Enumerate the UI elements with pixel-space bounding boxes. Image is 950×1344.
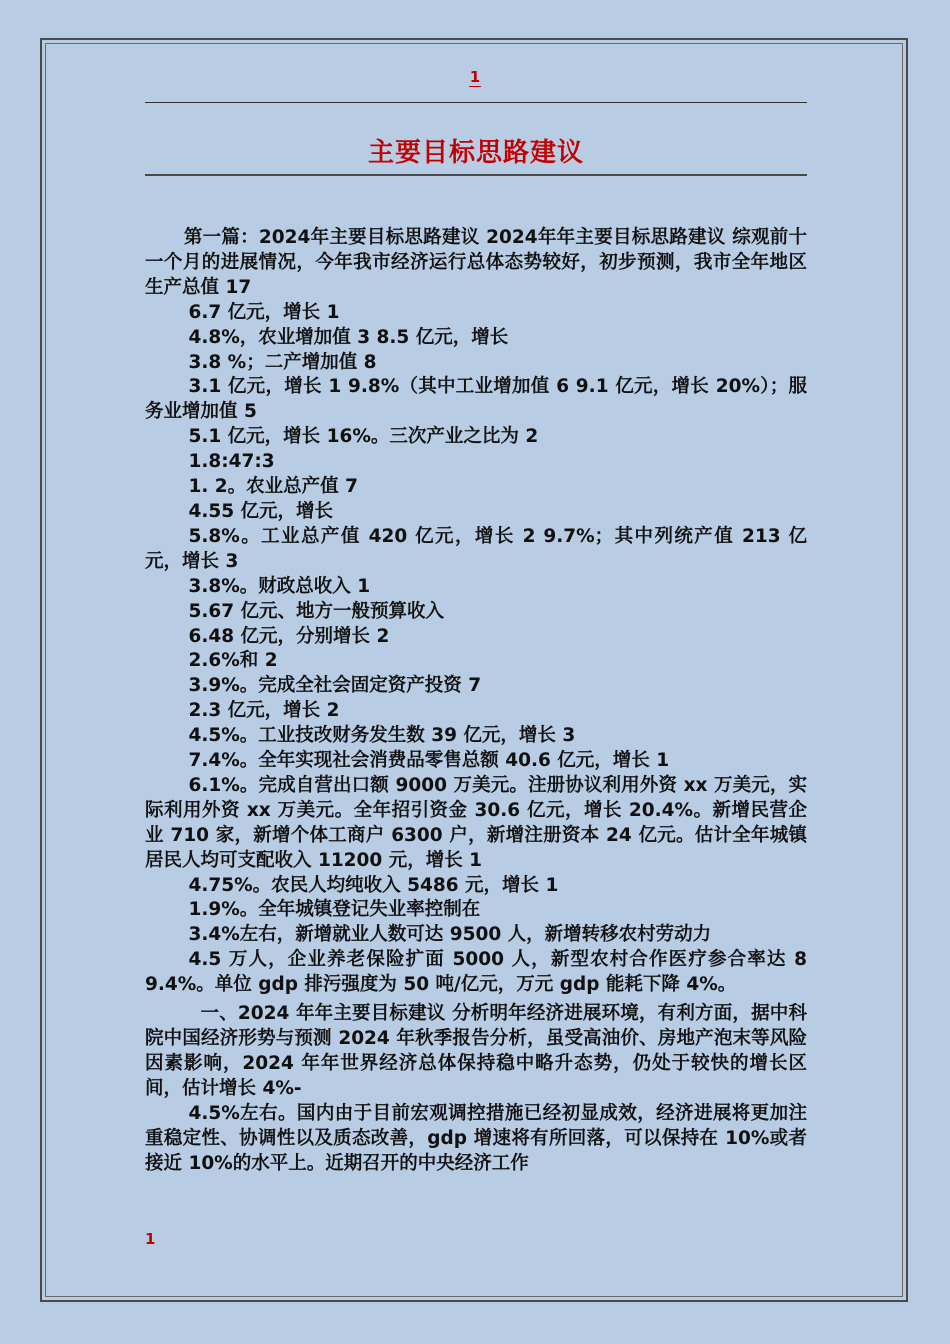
paragraph: 4.8%，农业增加值 3 8.5 亿元，增长	[188, 326, 509, 348]
paragraph: 3.9%。完成全社会固定资产投资 7	[188, 675, 482, 697]
paragraph: 3.1 亿元，增长 1 9.8%（其中工业增加值 6 9.1 亿元，增长 20%）；服务业增加值 5	[145, 376, 807, 423]
paragraph: 2.3 亿元，增长 2	[188, 700, 340, 722]
paragraph: 6.1%。完成自营出口额 9000 万美元。注册协议利用外资 xx 万美元，实际利用外资 xx 万美元。全年招引资金 30.6 亿元，增长 20.4%。新增民营企业 710 家，新增个体工商户 6300 户，新增注册资本 24 亿元。估计全年城镇居民人均可支配收入 11200 元，增长 1	[145, 774, 807, 871]
paragraph: 第一篇：2024年主要目标思路建议 2024年年主要目标思路建议 综观前十一个月的进展情况，今年我市经济运行总体态势较好，初步预测，我市全年地区生产总值 17	[145, 227, 807, 298]
paragraph: 6.48 亿元，分别增长 2	[188, 625, 390, 647]
header-divider	[145, 102, 807, 103]
paragraph: 4.5%。工业技改财务发生数 39 亿元，增长 3	[188, 725, 576, 747]
paragraph: 7.4%。全年实现社会消费品零售总额 40.6 亿元，增长 1	[188, 750, 670, 772]
paragraph: 1.9%。全年城镇登记失业率控制在	[188, 899, 481, 921]
header-page-number: 1	[469, 68, 481, 86]
paragraph: 1.8:47:3	[188, 451, 275, 473]
paragraph: 5.1 亿元，增长 16%。三次产业之比为 2	[188, 426, 539, 448]
paragraph: 5.8%。工业总产值 420 亿元，增长 2 9.7%；其中列统产值 213 亿元，增长 3	[145, 525, 807, 572]
paragraph: 4.5%左右。国内由于目前宏观调控措施已经初显成效，经济进展将更加注重稳定性、协调性以及质态改善，gdp 增速将有所回落，可以保持在 10%或者接近 10%的水平上。近期召开的中央经济工作	[145, 1102, 807, 1174]
paragraph: 4.75%。农民人均纯收入 5486 元，增长 1	[188, 874, 559, 896]
document-title: 主要目标思路建议	[367, 138, 584, 168]
paragraph: 4.5 万人，企业养老保险扩面 5000 人，新型农村合作医疗参合率达 8 9.4%。单位 gdp 排污强度为 50 吨/亿元，万元 gdp 能耗下降 4%。	[145, 949, 807, 996]
paragraph: 4.55 亿元，增长	[188, 500, 334, 522]
paragraph: 5.67 亿元、地方一般预算收入	[188, 600, 445, 622]
paragraph: 3.8%。财政总收入 1	[188, 575, 371, 597]
paragraph: 2.6%和 2	[188, 650, 278, 672]
paragraph: 6.7 亿元，增长 1	[188, 301, 340, 323]
title-divider	[145, 174, 807, 176]
paragraph: 1. 2。农业总产值 7	[188, 476, 358, 498]
document-body	[145, 226, 807, 1176]
paragraph: 3.4%左右，新增就业人数可达 9500 人，新增转移农村劳动力	[188, 924, 712, 946]
footer-page-number: 1	[145, 1230, 156, 1248]
paragraph: 3.8 %；二产增加值 8	[188, 351, 377, 373]
paragraph: 一、2024 年年主要目标建议 分析明年经济进展环境，有利方面，据中科院中国经济形势与预测 2024 年秋季报告分析，虽受高油价、房地产泡末等风险因素影响，2024 年年世界经济总体保持稳中略升态势，仍处于较快的增长区间，估计增长 4%-	[145, 1003, 807, 1099]
